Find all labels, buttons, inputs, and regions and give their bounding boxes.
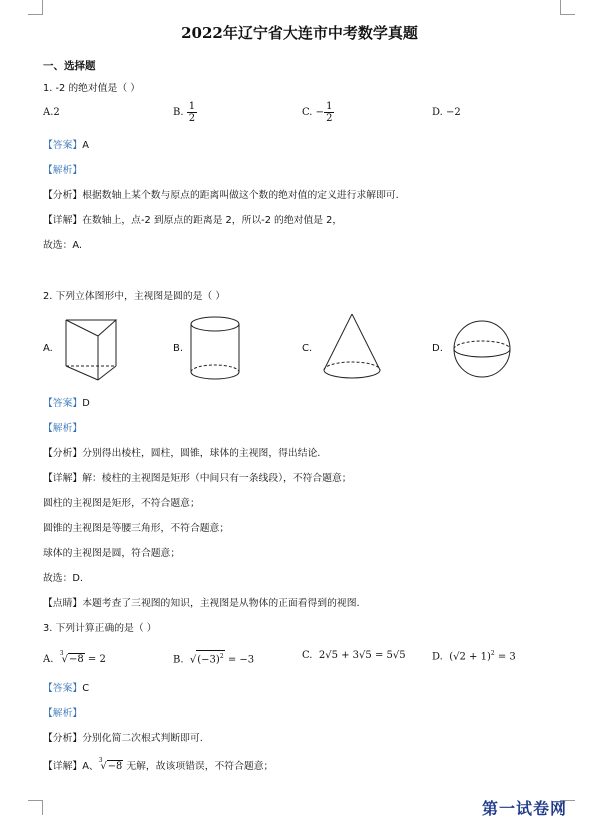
crop-mark-top-left — [28, 0, 43, 15]
triangular-prism-icon — [58, 314, 128, 384]
fraction: $\frac{1}{2}$ — [326, 101, 333, 124]
q1-answer: 【答案】A — [43, 140, 89, 151]
q2-analysis-tag: 【解析】 — [43, 423, 83, 434]
page-title: 2022年辽宁省大连市中考数学真题 — [181, 24, 418, 42]
q2-line3: 圆锥的主视图是等腰三角形，不符合题意； — [43, 523, 230, 534]
sphere-icon — [450, 317, 514, 381]
q2-line4: 球体的主视图是圆，符合题意； — [43, 548, 181, 559]
q1-conclusion: 故选：A. — [43, 240, 83, 251]
q2-line2: 圆柱的主视图是矩形，不符合题意； — [43, 498, 200, 509]
q1-analysis-tag: 【解析】 — [43, 165, 83, 176]
q2-xiangjie: 【详解】解：棱柱的主视图是矩形（中间只有一条线段），不符合题意； — [43, 473, 352, 484]
q2-answer: 【答案】D — [43, 398, 90, 409]
q3-option-a: A. $^3$√−8 = 2 — [43, 650, 106, 665]
q1-option-b: B. $\frac{1}{2}$ — [173, 101, 196, 124]
q1-stem: 1. -2 的绝对值是（ ） — [43, 83, 141, 94]
q3-option-b: B. $√(-3)^2 = -3$ — [173, 650, 254, 665]
q2-option-d: D. — [432, 343, 443, 354]
fraction: $\frac{1}{2}$ — [188, 101, 196, 124]
crop-mark-bottom-left — [28, 800, 43, 815]
q2-conclusion: 故选：D. — [43, 573, 84, 584]
q1-option-d: D. −2 — [432, 107, 461, 118]
q3-fenxi: 【分析】分别化简二次根式判断即可. — [43, 733, 203, 744]
q2-dianjing: 【点睛】本题考查了三视图的知识，主视图是从物体的正面看得到的视图. — [43, 598, 360, 609]
q3-stem: 3. 下列计算正确的是（ ） — [43, 623, 157, 634]
q3-option-d: D. $(√2 + 1)^2 = 3$ — [432, 650, 516, 663]
q3-xiangjie: 【详解】A、$^3$√−8 无解，故该项错误，不符合题意； — [43, 757, 274, 772]
crop-mark-top-right — [560, 0, 575, 15]
q3-analysis-tag: 【解析】 — [43, 708, 83, 719]
q2-stem: 2. 下列立体图形中，主视图是圆的是（ ） — [43, 291, 226, 302]
q3-option-c: C. 2√5 + 3√5 = 5√5 — [302, 650, 406, 661]
q2-option-b: B. — [173, 343, 184, 354]
q1-option-c: C. − $\frac{1}{2}$ — [302, 101, 333, 124]
q2-option-c: C. — [302, 343, 313, 354]
q2-option-a: A. — [43, 343, 53, 354]
q1-option-a: A.2 — [43, 107, 60, 118]
section-heading: 一、选择题 — [43, 60, 96, 72]
cone-icon — [320, 310, 384, 386]
q2-fenxi: 【分析】分别得出棱柱，圆柱，圆锥，球体的主视图，得出结论. — [43, 448, 321, 459]
cylinder-icon — [188, 314, 248, 386]
q3-answer: 【答案】C — [43, 683, 90, 694]
q1-fenxi: 【分析】根据数轴上某个数与原点的距离叫做这个数的绝对值的定义进行求解即可. — [43, 190, 399, 201]
site-logo: 第一试卷网 — [482, 799, 568, 818]
q1-xiangjie: 【详解】在数轴上，点-2 到原点的距离是 2，所以-2 的绝对值是 2， — [43, 215, 343, 226]
